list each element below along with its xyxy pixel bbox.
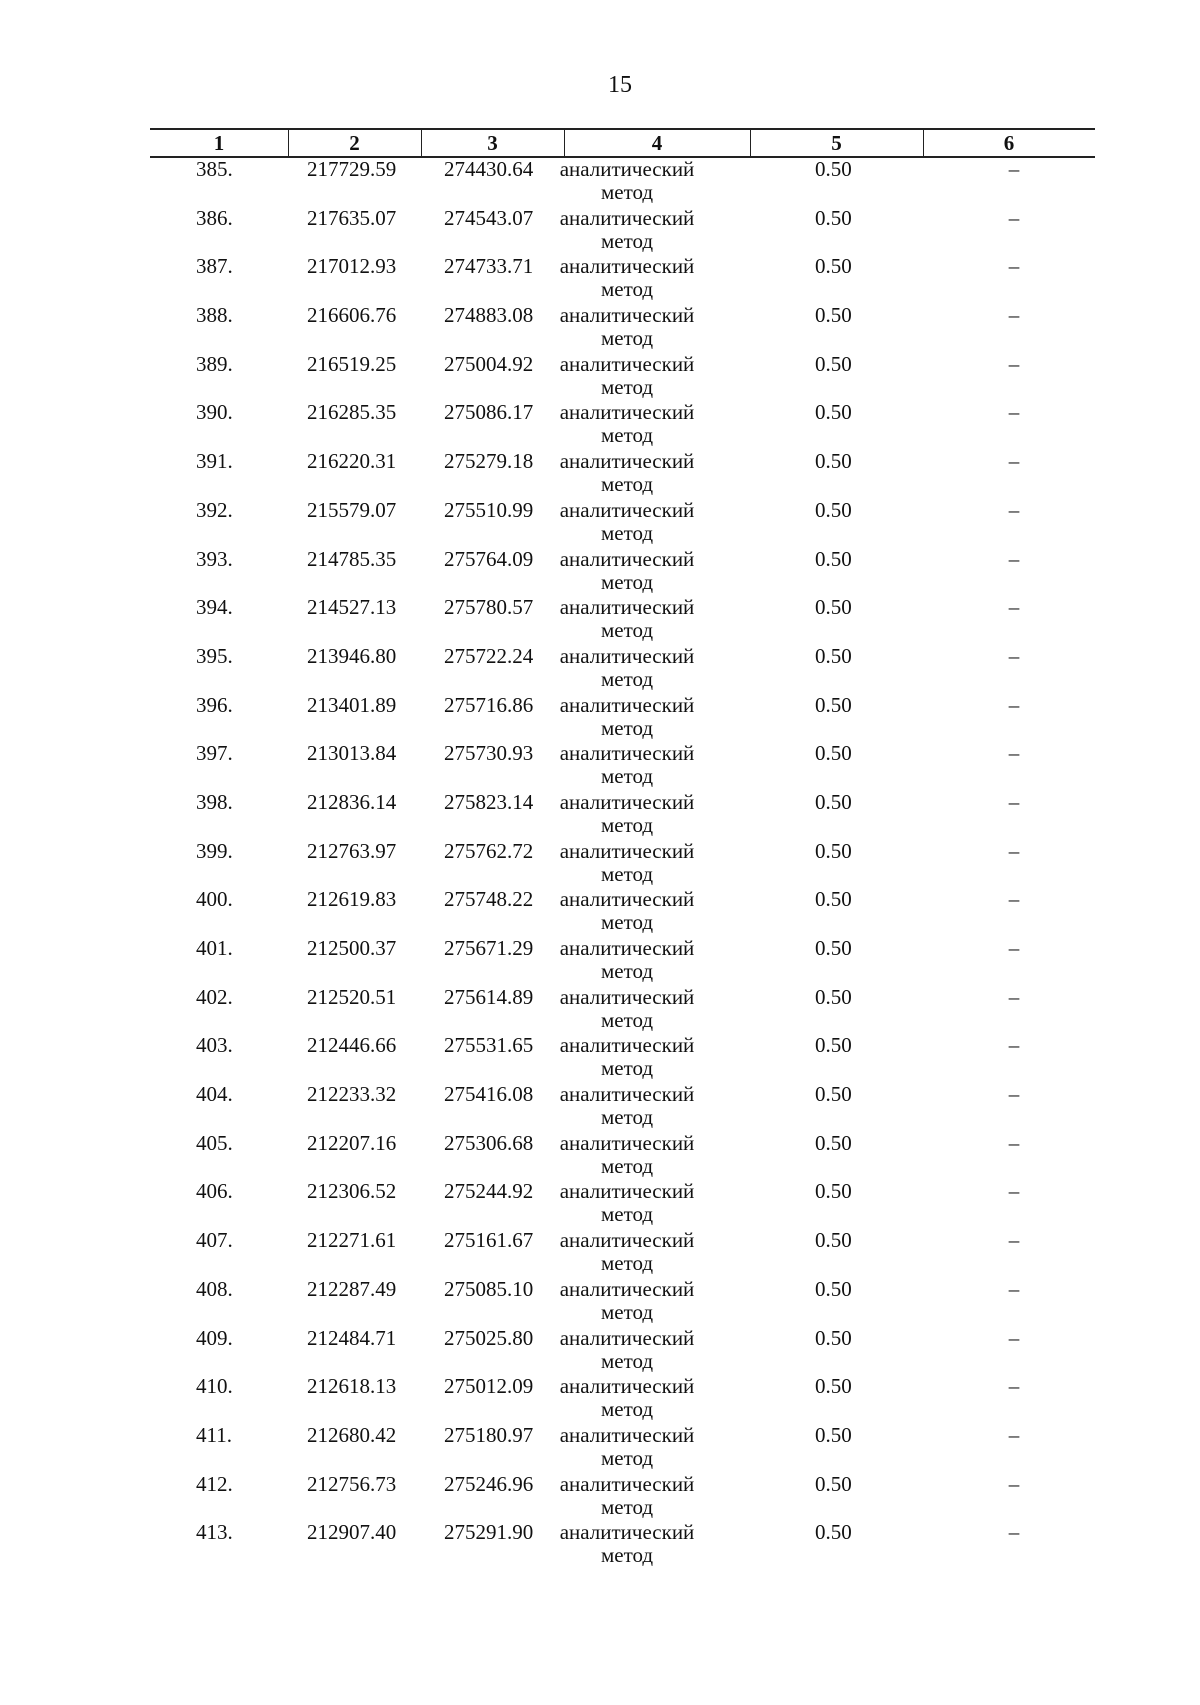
accuracy-cell: 0.50 xyxy=(815,1276,852,1301)
method-cell: аналитический метод xyxy=(559,984,695,1032)
x-coordinate-cell: 213946.80 xyxy=(307,643,397,668)
note-cell: – xyxy=(1008,205,1020,230)
x-coordinate-cell: 212763.97 xyxy=(307,838,397,863)
y-coordinate-cell: 275762.72 xyxy=(444,838,534,863)
note-cell: – xyxy=(1008,1082,1020,1107)
y-coordinate-cell: 275291.90 xyxy=(444,1520,534,1545)
point-number-cell: 402. xyxy=(196,984,233,1009)
table-row xyxy=(150,548,1095,597)
accuracy-cell: 0.50 xyxy=(815,254,852,279)
method-cell: аналитический метод xyxy=(559,1276,695,1324)
table-row xyxy=(150,353,1095,402)
x-coordinate-cell: 212500.37 xyxy=(307,936,397,960)
point-number-cell: 408. xyxy=(196,1276,233,1301)
x-coordinate-cell: 216220.31 xyxy=(307,449,397,474)
point-number-cell: 413. xyxy=(196,1520,233,1545)
table-row xyxy=(150,937,1095,986)
point-number-cell: 391. xyxy=(196,449,233,474)
coordinates-table xyxy=(150,128,1095,1570)
y-coordinate-cell: 274543.07 xyxy=(444,205,534,230)
accuracy-cell: 0.50 xyxy=(815,887,852,912)
table-row xyxy=(150,304,1095,353)
method-cell: аналитический метод xyxy=(559,741,695,789)
table-row xyxy=(150,1034,1095,1083)
page-number: 15 xyxy=(608,72,632,98)
accuracy-cell: 0.50 xyxy=(815,303,852,328)
note-cell: – xyxy=(1008,497,1020,522)
accuracy-cell: 0.50 xyxy=(815,936,852,960)
accuracy-cell: 0.50 xyxy=(815,1520,852,1545)
table-row xyxy=(150,986,1095,1035)
table-row xyxy=(150,694,1095,743)
y-coordinate-cell: 275244.92 xyxy=(444,1179,534,1204)
note-cell: – xyxy=(1008,400,1020,425)
table-row xyxy=(150,499,1095,548)
table-row xyxy=(150,1132,1095,1181)
y-coordinate-cell: 275246.96 xyxy=(444,1471,534,1496)
method-cell: аналитический метод xyxy=(559,1179,695,1227)
accuracy-cell: 0.50 xyxy=(815,1082,852,1107)
method-cell: аналитический метод xyxy=(559,692,695,740)
x-coordinate-cell: 216519.25 xyxy=(307,351,397,376)
y-coordinate-cell: 275748.22 xyxy=(444,887,534,912)
x-coordinate-cell: 212306.52 xyxy=(307,1179,397,1204)
x-coordinate-cell: 213013.84 xyxy=(307,741,397,766)
y-coordinate-cell: 275671.29 xyxy=(444,936,534,960)
accuracy-cell: 0.50 xyxy=(815,157,852,181)
y-coordinate-cell: 275086.17 xyxy=(444,400,534,425)
point-number-cell: 400. xyxy=(196,887,233,912)
point-number-cell: 392. xyxy=(196,497,233,522)
note-cell: – xyxy=(1008,887,1020,912)
method-cell: аналитический метод xyxy=(559,1520,695,1568)
y-coordinate-cell: 275764.09 xyxy=(444,546,534,571)
point-number-cell: 401. xyxy=(196,936,233,960)
accuracy-cell: 0.50 xyxy=(815,1325,852,1350)
note-cell: – xyxy=(1008,1130,1020,1155)
x-coordinate-cell: 212520.51 xyxy=(307,984,397,1009)
table-row xyxy=(150,401,1095,450)
method-cell: аналитический метод xyxy=(559,1033,695,1081)
y-coordinate-cell: 275730.93 xyxy=(444,741,534,766)
point-number-cell: 393. xyxy=(196,546,233,571)
table-row xyxy=(150,1229,1095,1278)
table-row xyxy=(150,1180,1095,1229)
method-cell: аналитический метод xyxy=(559,497,695,545)
note-cell: – xyxy=(1008,838,1020,863)
note-cell: – xyxy=(1008,595,1020,620)
accuracy-cell: 0.50 xyxy=(815,1422,852,1447)
y-coordinate-cell: 275279.18 xyxy=(444,449,534,474)
note-cell: – xyxy=(1008,692,1020,717)
x-coordinate-cell: 212907.40 xyxy=(307,1520,397,1545)
y-coordinate-cell: 275004.92 xyxy=(444,351,534,376)
y-coordinate-cell: 274733.71 xyxy=(444,254,534,279)
x-coordinate-cell: 217635.07 xyxy=(307,205,397,230)
point-number-cell: 406. xyxy=(196,1179,233,1204)
column-header-6: 6 xyxy=(1003,131,1015,155)
table-row xyxy=(150,207,1095,256)
x-coordinate-cell: 214527.13 xyxy=(307,595,397,620)
note-cell: – xyxy=(1008,449,1020,474)
point-number-cell: 403. xyxy=(196,1033,233,1058)
table-row xyxy=(150,1083,1095,1132)
y-coordinate-cell: 275025.80 xyxy=(444,1325,534,1350)
point-number-cell: 409. xyxy=(196,1325,233,1350)
table-row xyxy=(150,255,1095,304)
note-cell: – xyxy=(1008,1325,1020,1350)
point-number-cell: 407. xyxy=(196,1228,233,1253)
column-header-3: 3 xyxy=(487,131,498,155)
note-cell: – xyxy=(1008,1228,1020,1253)
method-cell: аналитический метод xyxy=(559,838,695,886)
point-number-cell: 389. xyxy=(196,351,233,376)
note-cell: – xyxy=(1008,1033,1020,1058)
note-cell: – xyxy=(1008,546,1020,571)
table-row xyxy=(150,742,1095,791)
y-coordinate-cell: 275614.89 xyxy=(444,984,534,1009)
y-coordinate-cell: 275722.24 xyxy=(444,643,534,668)
method-cell: аналитический метод xyxy=(559,789,695,837)
x-coordinate-cell: 212287.49 xyxy=(307,1276,397,1301)
x-coordinate-cell: 212619.83 xyxy=(307,887,397,912)
table-row xyxy=(150,1278,1095,1327)
x-coordinate-cell: 217012.93 xyxy=(307,254,397,279)
table-row xyxy=(150,1473,1095,1522)
point-number-cell: 386. xyxy=(196,205,233,230)
method-cell: аналитический метод xyxy=(559,1374,695,1422)
x-coordinate-cell: 212756.73 xyxy=(307,1471,397,1496)
accuracy-cell: 0.50 xyxy=(815,643,852,668)
note-cell: – xyxy=(1008,741,1020,766)
x-coordinate-cell: 212233.32 xyxy=(307,1082,397,1107)
column-header-5: 5 xyxy=(831,131,842,155)
method-cell: аналитический метод xyxy=(559,1082,695,1130)
y-coordinate-cell: 275180.97 xyxy=(444,1422,534,1447)
note-cell: – xyxy=(1008,1374,1020,1399)
method-cell: аналитический метод xyxy=(559,1325,695,1373)
y-coordinate-cell: 275823.14 xyxy=(444,789,534,814)
accuracy-cell: 0.50 xyxy=(815,789,852,814)
point-number-cell: 396. xyxy=(196,692,233,717)
table-row xyxy=(150,645,1095,694)
method-cell: аналитический метод xyxy=(559,643,695,691)
column-header-1: 1 xyxy=(213,131,225,155)
accuracy-cell: 0.50 xyxy=(815,497,852,522)
method-cell: аналитический метод xyxy=(559,303,695,351)
note-cell: – xyxy=(1008,643,1020,668)
x-coordinate-cell: 214785.35 xyxy=(307,546,397,571)
method-cell: аналитический метод xyxy=(559,936,695,983)
x-coordinate-cell: 216606.76 xyxy=(307,303,397,328)
note-cell: – xyxy=(1008,1422,1020,1447)
y-coordinate-cell: 275780.57 xyxy=(444,595,534,620)
point-number-cell: 385. xyxy=(196,157,233,181)
table-row xyxy=(150,840,1095,889)
accuracy-cell: 0.50 xyxy=(815,838,852,863)
method-cell: аналитический метод xyxy=(559,1422,695,1470)
method-cell: аналитический метод xyxy=(559,546,695,594)
accuracy-cell: 0.50 xyxy=(815,692,852,717)
x-coordinate-cell: 212836.14 xyxy=(307,789,397,814)
accuracy-cell: 0.50 xyxy=(815,1471,852,1496)
method-cell: аналитический метод xyxy=(559,1471,695,1519)
note-cell: – xyxy=(1008,936,1020,960)
note-cell: – xyxy=(1008,254,1020,279)
x-coordinate-cell: 212446.66 xyxy=(307,1033,397,1058)
note-cell: – xyxy=(1008,157,1020,181)
x-coordinate-cell: 217729.59 xyxy=(307,157,397,181)
accuracy-cell: 0.50 xyxy=(815,205,852,230)
point-number-cell: 387. xyxy=(196,254,233,279)
y-coordinate-cell: 275416.08 xyxy=(444,1082,534,1107)
y-coordinate-cell: 275306.68 xyxy=(444,1130,534,1155)
point-number-cell: 404. xyxy=(196,1082,233,1107)
accuracy-cell: 0.50 xyxy=(815,351,852,376)
table-row xyxy=(150,450,1095,499)
table-row xyxy=(150,596,1095,645)
note-cell: – xyxy=(1008,789,1020,814)
point-number-cell: 398. xyxy=(196,789,233,814)
column-header-4: 4 xyxy=(651,131,663,155)
point-number-cell: 388. xyxy=(196,303,233,328)
note-cell: – xyxy=(1008,351,1020,376)
table-row xyxy=(150,791,1095,840)
accuracy-cell: 0.50 xyxy=(815,595,852,620)
method-cell: аналитический метод xyxy=(559,1228,695,1276)
y-coordinate-cell: 275510.99 xyxy=(444,497,534,522)
x-coordinate-cell: 212618.13 xyxy=(307,1374,397,1399)
method-cell: аналитический метод xyxy=(559,400,695,448)
method-cell: аналитический метод xyxy=(559,205,695,253)
method-cell: аналитический метод xyxy=(559,157,695,204)
point-number-cell: 405. xyxy=(196,1130,233,1155)
x-coordinate-cell: 216285.35 xyxy=(307,400,397,425)
x-coordinate-cell: 212271.61 xyxy=(307,1228,397,1253)
y-coordinate-cell: 275716.86 xyxy=(444,692,534,717)
accuracy-cell: 0.50 xyxy=(815,546,852,571)
point-number-cell: 412. xyxy=(196,1471,233,1496)
method-cell: аналитический метод xyxy=(559,887,695,935)
accuracy-cell: 0.50 xyxy=(815,741,852,766)
table-row xyxy=(150,1375,1095,1424)
accuracy-cell: 0.50 xyxy=(815,1179,852,1204)
point-number-cell: 395. xyxy=(196,643,233,668)
y-coordinate-cell: 275085.10 xyxy=(444,1276,534,1301)
method-cell: аналитический метод xyxy=(559,449,695,497)
table-row xyxy=(150,888,1095,937)
accuracy-cell: 0.50 xyxy=(815,1374,852,1399)
y-coordinate-cell: 274430.64 xyxy=(444,157,534,181)
method-cell: аналитический метод xyxy=(559,351,695,399)
y-coordinate-cell: 275531.65 xyxy=(444,1033,534,1058)
x-coordinate-cell: 212484.71 xyxy=(307,1325,397,1350)
table-row xyxy=(150,1327,1095,1376)
x-coordinate-cell: 212207.16 xyxy=(307,1130,397,1155)
method-cell: аналитический метод xyxy=(559,595,695,643)
table-row xyxy=(150,158,1095,207)
column-header-2: 2 xyxy=(349,131,360,155)
y-coordinate-cell: 275012.09 xyxy=(444,1374,534,1399)
point-number-cell: 399. xyxy=(196,838,233,863)
accuracy-cell: 0.50 xyxy=(815,1228,852,1253)
x-coordinate-cell: 213401.89 xyxy=(307,692,397,717)
point-number-cell: 397. xyxy=(196,741,233,766)
y-coordinate-cell: 274883.08 xyxy=(444,303,534,328)
point-number-cell: 411. xyxy=(196,1422,232,1447)
table-row xyxy=(150,1521,1095,1570)
method-cell: аналитический метод xyxy=(559,254,695,302)
note-cell: – xyxy=(1008,1179,1020,1204)
table-row xyxy=(150,1424,1095,1473)
method-cell: аналитический метод xyxy=(559,1130,695,1178)
note-cell: – xyxy=(1008,303,1020,328)
table-header xyxy=(150,128,1095,158)
accuracy-cell: 0.50 xyxy=(815,1033,852,1058)
accuracy-cell: 0.50 xyxy=(815,400,852,425)
note-cell: – xyxy=(1008,1471,1020,1496)
x-coordinate-cell: 212680.42 xyxy=(307,1422,397,1447)
accuracy-cell: 0.50 xyxy=(815,449,852,474)
point-number-cell: 390. xyxy=(196,400,233,425)
accuracy-cell: 0.50 xyxy=(815,984,852,1009)
point-number-cell: 394. xyxy=(196,595,233,620)
note-cell: – xyxy=(1008,984,1020,1009)
x-coordinate-cell: 215579.07 xyxy=(307,497,397,522)
point-number-cell: 410. xyxy=(196,1374,233,1399)
note-cell: – xyxy=(1008,1276,1020,1301)
accuracy-cell: 0.50 xyxy=(815,1130,852,1155)
note-cell: – xyxy=(1008,1520,1020,1545)
table-body xyxy=(150,158,1095,1570)
y-coordinate-cell: 275161.67 xyxy=(444,1228,534,1253)
